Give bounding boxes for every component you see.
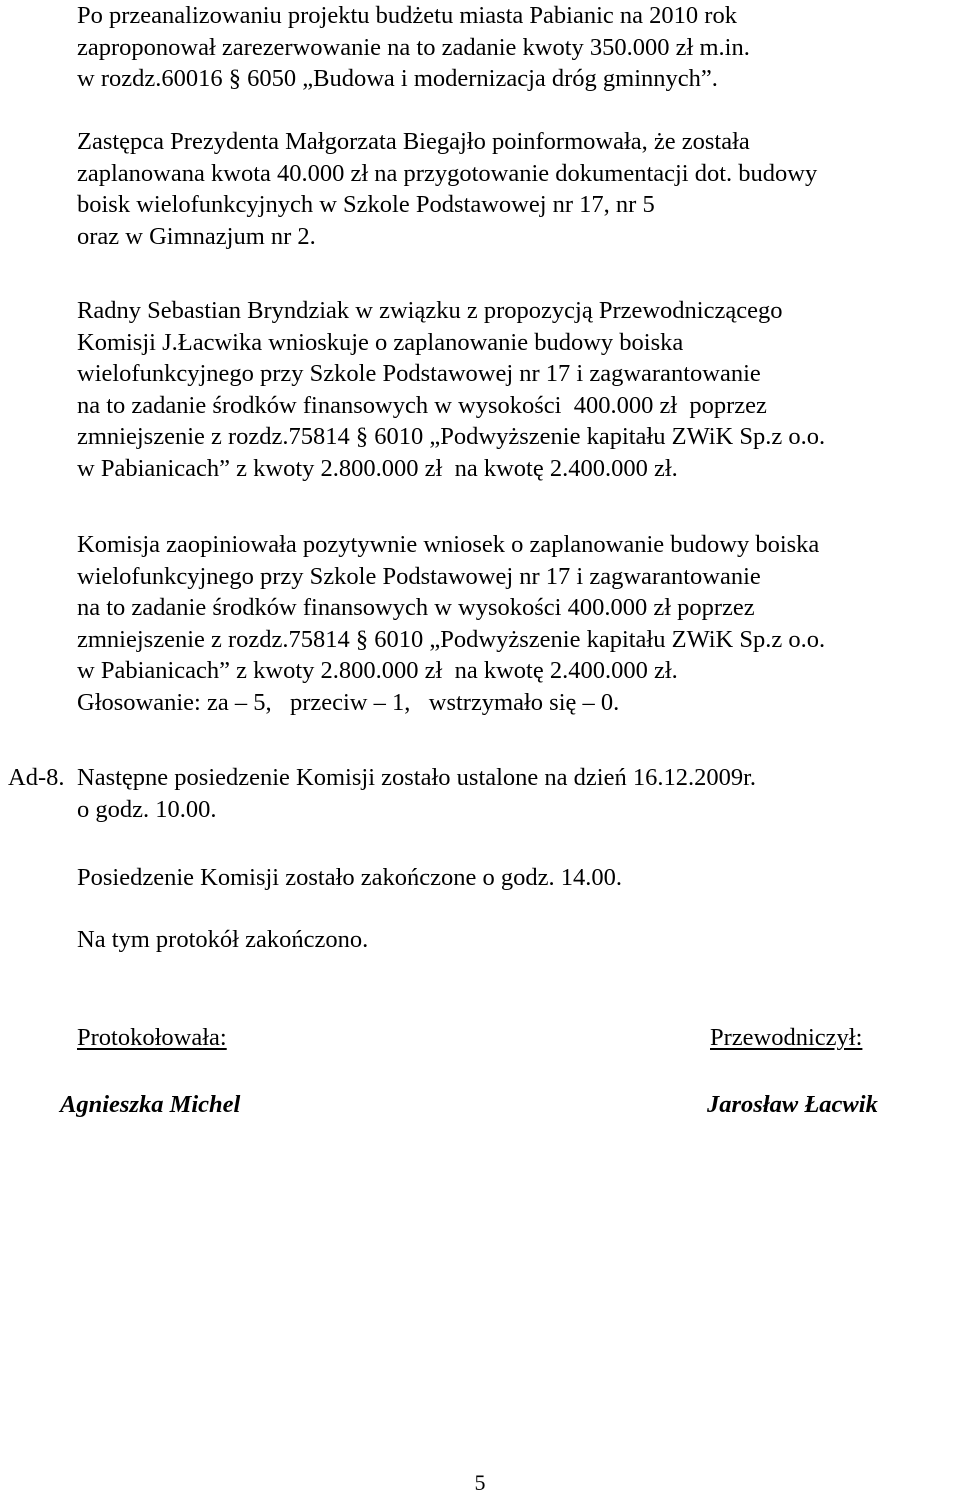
text-line: w Pabianicach” z kwoty 2.800.000 zł na kwotę 2.400.000 zł.	[77, 454, 678, 482]
text-line: Zastępca Prezydenta Małgorzata Biegajło poinformowała, że została	[77, 128, 750, 155]
paragraph-meeting-closed	[77, 862, 622, 894]
text-line: Po przeanalizowaniu projektu budżetu miasta Pabianic na 2010 rok	[77, 2, 737, 29]
page-number: 5	[474, 1470, 486, 1495]
text-line: boisk wielofunkcyjnych w Szkole Podstawowej nr 17, nr 5	[77, 191, 655, 218]
text-line: w Pabianicach” z kwoty 2.800.000 zł na kwotę 2.400.000 zł.	[77, 657, 678, 684]
text-line: Posiedzenie Komisji zostało zakończone o godz. 14.00.	[77, 864, 622, 891]
text-line: Na tym protokół zakończono.	[77, 926, 369, 953]
paragraph-budget-proposal	[77, 0, 750, 95]
text-line: Komisji J.Łacwika wnioskuje o zaplanowanie budowy boiska	[77, 328, 684, 356]
text-line: o godz. 10.00.	[77, 795, 217, 823]
text-line: zmniejszenie z rozdz.75814 § 6010 „Podwyższenie kapitału ZWiK Sp.z o.o.	[77, 423, 826, 450]
text-line: Radny Sebastian Bryndziak w związku z propozycją Przewodniczącego	[77, 297, 783, 324]
recorder-name: Agnieszka Michel	[60, 1091, 241, 1118]
agenda-item-label: Ad-8.	[8, 764, 65, 791]
chairman-label: Przewodniczył:	[710, 1024, 863, 1051]
paragraph-deputy-mayor	[77, 126, 817, 252]
text-line: zmniejszenie z rozdz.75814 § 6010 „Podwyższenie kapitału ZWiK Sp.z o.o.	[77, 625, 826, 653]
text-line: na to zadanie środków finansowych w wysokości 400.000 zł poprzez	[77, 594, 755, 621]
text-line: na to zadanie środków finansowych w wysokości 400.000 zł poprzez	[77, 391, 767, 419]
paragraph-next-meeting	[77, 762, 756, 825]
text-line: oraz w Gimnazjum nr 2.	[77, 222, 316, 250]
vote-result-line: Głosowanie: za – 5, przeciw – 1, wstrzymało się – 0.	[77, 688, 620, 716]
text-line: w rozdz.60016 § 6050 „Budowa i modernizacja dróg gminnych”.	[77, 65, 718, 92]
recorder-label: Protokołowała:	[77, 1024, 227, 1051]
text-line: zaproponował zarezerwowanie na to zadanie kwoty 350.000 zł m.in.	[77, 33, 750, 61]
chairman-name: Jarosław Łacwik	[707, 1091, 878, 1118]
text-line: zaplanowana kwota 40.000 zł na przygotowanie dokumentacji dot. budowy	[77, 159, 818, 187]
text-line: Następne posiedzenie Komisji zostało ustalone na dzień 16.12.2009r.	[77, 764, 757, 791]
text-line: Komisja zaopiniowała pozytywnie wniosek o zaplanowanie budowy boiska	[77, 531, 820, 558]
paragraph-councillor-motion	[77, 295, 825, 484]
text-line: wielofunkcyjnego przy Szkole Podstawowej nr 17 i zagwarantowanie	[77, 562, 761, 590]
paragraph-commission-opinion	[77, 529, 825, 718]
paragraph-protocol-end	[77, 924, 368, 956]
text-line: wielofunkcyjnego przy Szkole Podstawowej nr 17 i zagwarantowanie	[77, 360, 761, 387]
